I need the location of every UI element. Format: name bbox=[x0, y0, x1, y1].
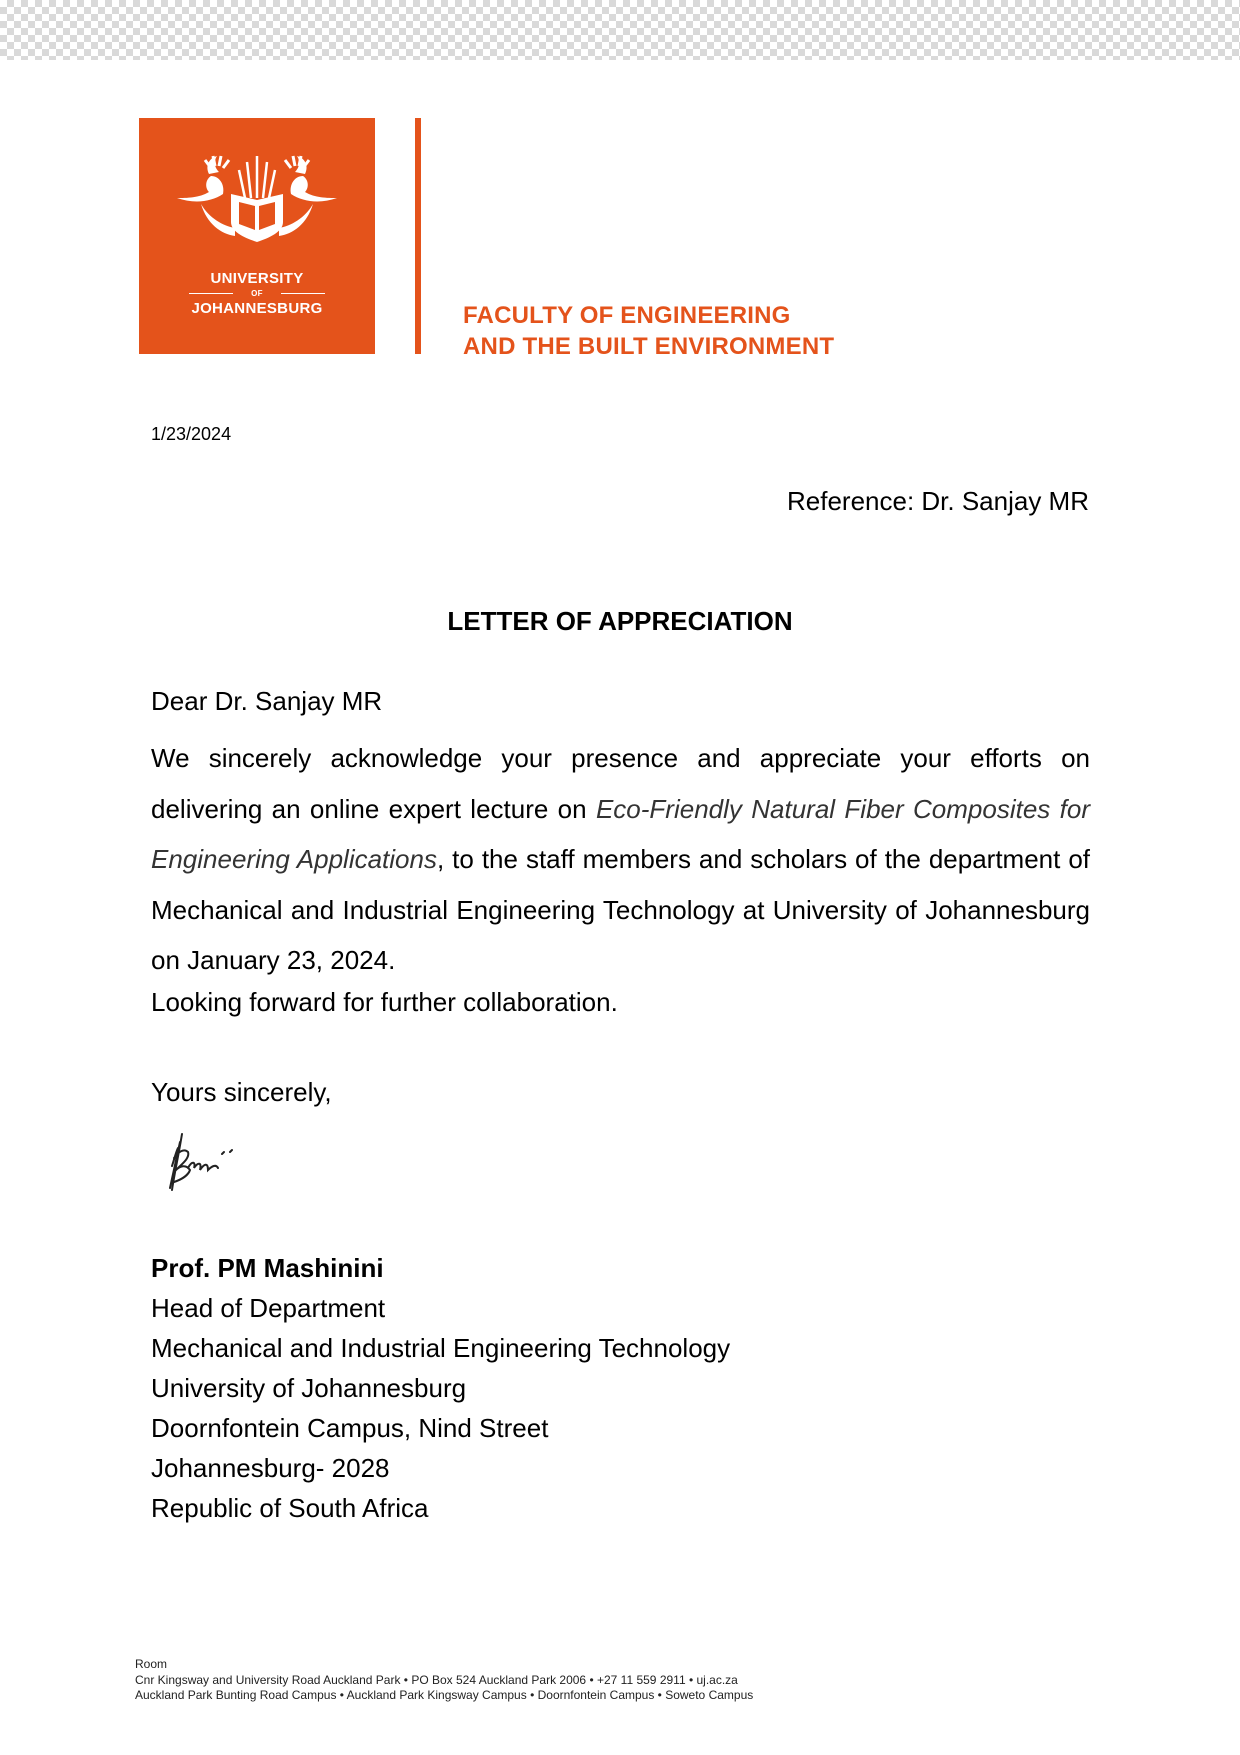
body-text-part2: , to the staff members and scholars of the department of Mechanical and Industrial Engineering Technology at University of Johannesburg on January 23, 2024. bbox=[151, 844, 1091, 975]
faculty-line-1: FACULTY OF ENGINEERING bbox=[463, 302, 791, 329]
faculty-line-2: AND THE BUILT ENVIRONMENT bbox=[463, 333, 835, 360]
footer-line-3: Auckland Park Bunting Road Campus • Auckland Park Kingsway Campus • Doornfontein Campus • Soweto Campus bbox=[135, 1688, 754, 1702]
checkered-top-border bbox=[0, 0, 1240, 60]
body-text-part1: We sincerely acknowledge your presence and appreciate your efforts on delivering an online expert lecture on bbox=[151, 743, 1090, 824]
logo-rule-right bbox=[281, 293, 325, 294]
faculty-name bbox=[463, 300, 834, 362]
signatory-title: Head of Department bbox=[151, 1293, 386, 1323]
handwritten-signature bbox=[160, 1118, 260, 1203]
letter-reference: Reference: Dr. Sanjay MR bbox=[786, 486, 1089, 516]
lecture-topic: Eco-Friendly Natural Fiber Composites for Engineering Applications bbox=[151, 793, 1090, 874]
university-logo bbox=[139, 118, 375, 354]
body-paragraph bbox=[151, 733, 1090, 986]
signatory-department: Mechanical and Industrial Engineering Technology bbox=[151, 1333, 731, 1363]
logo-text-of: OF bbox=[251, 289, 263, 298]
footer-line-1: Room bbox=[135, 1657, 168, 1671]
signatory-country: Republic of South Africa bbox=[151, 1493, 429, 1523]
signatory-university: University of Johannesburg bbox=[151, 1373, 467, 1403]
signatory-city: Johannesburg- 2028 bbox=[151, 1453, 390, 1483]
hoopoe-crest-icon bbox=[139, 118, 375, 354]
signatory-campus: Doornfontein Campus, Nind Street bbox=[151, 1413, 549, 1443]
letter-footer bbox=[135, 1657, 753, 1704]
logo-text-johannesburg: JOHANNESBURG bbox=[191, 300, 323, 317]
signatory-block bbox=[151, 1248, 730, 1528]
signatory-name: Prof. PM Mashinini bbox=[151, 1253, 384, 1283]
letter-date: 1/23/2024 bbox=[151, 424, 232, 444]
logo-text-university: UNIVERSITY bbox=[210, 270, 304, 287]
salutation: Dear Dr. Sanjay MR bbox=[151, 686, 383, 716]
sign-off: Yours sincerely, bbox=[151, 1077, 332, 1107]
footer-line-2: Cnr Kingsway and University Road Auckland Park • PO Box 524 Auckland Park 2006 • +27 11 559 2911 • uj.ac.za bbox=[135, 1672, 738, 1687]
closing-line: Looking forward for further collaboration. bbox=[151, 987, 618, 1017]
letterhead-divider bbox=[415, 118, 421, 354]
letter-title: LETTER OF APPRECIATION bbox=[447, 606, 793, 636]
